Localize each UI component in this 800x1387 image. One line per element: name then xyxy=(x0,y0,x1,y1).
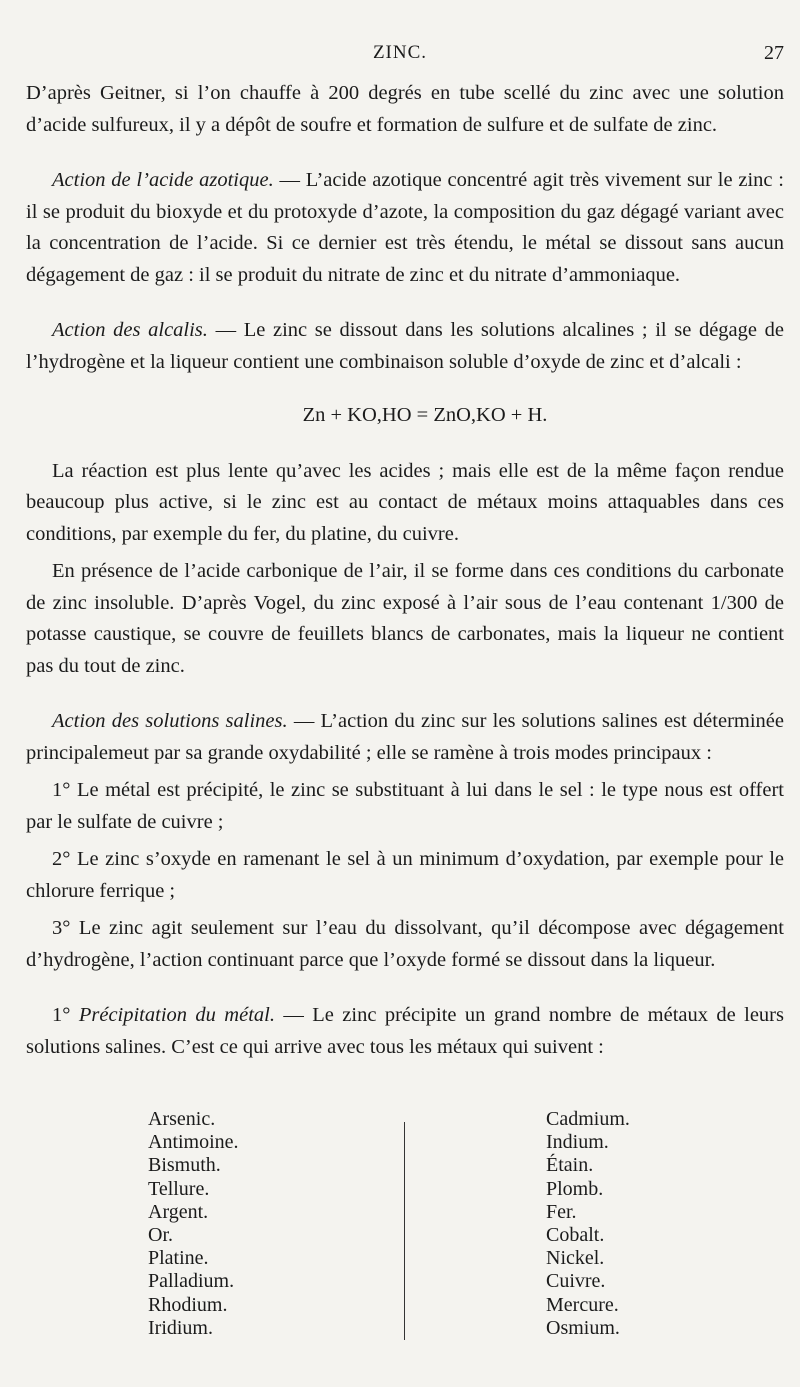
paragraph-text: — Le zinc se dissout dans les solutions alcalines ; il se dégage de l’hydrogène et la liqueur contient une combinaison soluble d’oxyde de zinc et d’alcali : xyxy=(26,319,784,373)
paragraph-number: 1° xyxy=(52,1004,79,1026)
paragraph-text: — Le zinc précipite un grand nombre de métaux de leurs solutions salines. C’est ce qui arrive avec tous les métaux qui suivent : xyxy=(26,1004,784,1058)
list-item: Plomb. xyxy=(546,1177,604,1200)
section-heading-acide-azotique: Action de l’acide azotique. xyxy=(52,169,274,191)
section-heading-solutions-salines: Action des solutions salines. xyxy=(52,710,288,732)
section-heading-alcalis: Action des alcalis. xyxy=(52,319,208,341)
metals-list xyxy=(0,1108,800,1338)
list-item: Nickel. xyxy=(546,1247,605,1270)
list-item: Platine. xyxy=(148,1247,209,1270)
paragraph-mode-3: 3° Le zinc agit seulement sur l’eau du dissolvant, qu’il décompose avec dégagement d’hydrogène, l’action continuant parce que l’oxyde formé se dissout dans la liqueur. xyxy=(26,917,784,971)
page-header xyxy=(0,40,800,70)
paragraph-alcalis xyxy=(26,315,784,378)
column-divider xyxy=(404,1122,405,1340)
list-item: Fer. xyxy=(546,1200,577,1223)
running-title: ZINC. xyxy=(372,42,428,63)
list-item: Tellure. xyxy=(148,1177,210,1200)
metals-column-left xyxy=(148,1108,239,1340)
paragraph-text: — L’acide azotique concentré agit très vivement sur le zinc : il se produit du bioxyde et du protoxyde d’azote, la composition du gaz dégagé variant avec la concentration de l’acide. Si ce dernier est très étendu, le métal se dissout sans aucun dégagement de gaz : il se produit du nitrate de zinc et du nitrate d’ammoniaque. xyxy=(26,169,784,286)
paragraph-geitner: D’après Geitner, si l’on chauffe à 200 degrés en tube scellé du zinc avec une solution d’acide sulfureux, il y a dépôt de soufre et formation de sulfure et de sulfate de zinc. xyxy=(26,82,784,136)
list-item: Palladium. xyxy=(148,1270,235,1293)
list-item: Osmium. xyxy=(546,1316,620,1339)
paragraph-acide-azotique xyxy=(26,165,784,291)
chemical-equation: Zn + KO,HO = ZnO,KO + H. xyxy=(302,404,548,426)
section-heading-precipitation: Précipitation du métal. xyxy=(78,1004,275,1026)
paragraph-mode-1: 1° Le métal est précipité, le zinc se substituant à lui dans le sel : le type nous est offert par le sulfate de cuivre ; xyxy=(26,779,784,833)
paragraph-reaction-lente: La réaction est plus lente qu’avec les acides ; mais elle est de la même façon rendue beaucoup plus active, si le zinc est au contact de métaux moins attaquables dans ces conditions, par exemple du fer, du platine, du cuivre. xyxy=(26,459,784,545)
list-item: Cobalt. xyxy=(546,1224,605,1247)
page-number: 27 xyxy=(764,42,784,64)
list-item: Rhodium. xyxy=(148,1293,228,1316)
list-item: Étain. xyxy=(546,1154,594,1177)
list-item: Arsenic. xyxy=(148,1108,216,1130)
list-item: Or. xyxy=(148,1224,173,1247)
body-text xyxy=(26,78,784,1063)
paragraph-precipitation xyxy=(26,1000,784,1063)
list-item: Cadmium. xyxy=(546,1108,630,1130)
list-item: Cuivre. xyxy=(546,1270,606,1293)
metals-column-right xyxy=(546,1108,630,1340)
paragraph-acide-carbonique: En présence de l’acide carbonique de l’air, il se forme dans ces conditions du carbonate de zinc insoluble. D’après Vogel, du zinc exposé à l’air sous de l’eau contenant 1/300 de potasse caustique, se couvre de feuillets blancs de carbonates, mais la liqueur ne contient pas du tout de zinc. xyxy=(26,560,784,677)
list-item: Bismuth. xyxy=(148,1154,221,1177)
paragraph-mode-2: 2° Le zinc s’oxyde en ramenant le sel à un minimum d’oxydation, par exemple pour le chlorure ferrique ; xyxy=(26,848,784,902)
paragraph-text: — L’action du zinc sur les solutions salines est déterminée principalemeut par sa grande oxydabilité ; elle se ramène à trois modes principaux : xyxy=(26,710,784,764)
list-item: Antimoine. xyxy=(148,1131,239,1154)
paragraph-solutions-salines xyxy=(26,706,784,769)
list-item: Argent. xyxy=(148,1200,209,1223)
list-item: Mercure. xyxy=(546,1293,619,1316)
list-item: Iridium. xyxy=(148,1316,213,1339)
list-item: Indium. xyxy=(546,1131,609,1154)
